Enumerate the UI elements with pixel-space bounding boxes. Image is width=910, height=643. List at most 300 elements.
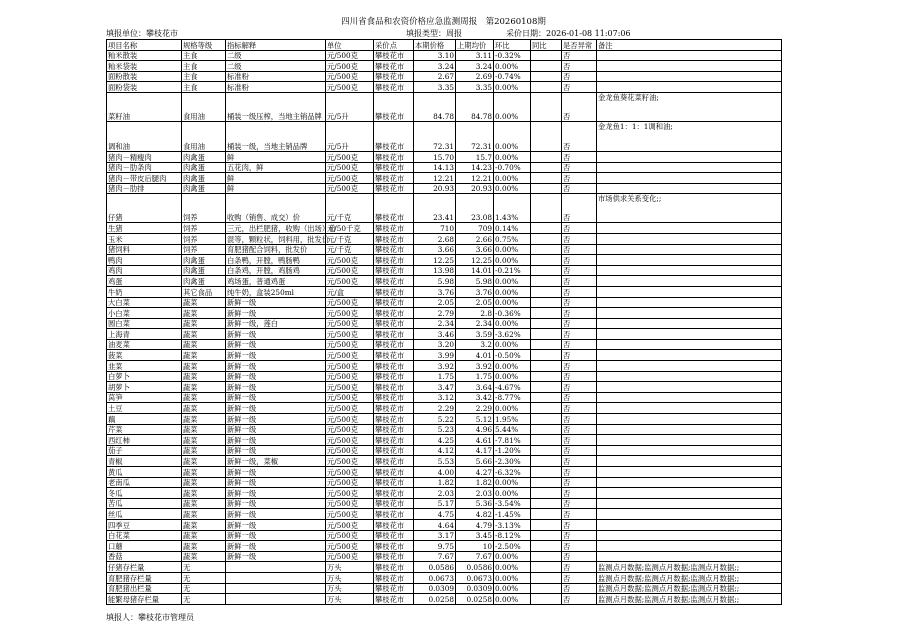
table-cell: 新鲜一级 [226,551,326,562]
table-cell: 菜籽油 [107,92,182,121]
table-cell: 主食 [182,61,226,72]
table-cell [531,477,562,488]
table-row [107,456,782,467]
table-cell: 0.00% [494,488,531,499]
table-cell: 0.00% [494,594,531,605]
table-cell [597,329,782,340]
table-cell: 元/500克 [326,61,374,72]
table-cell: 生猪 [107,223,182,234]
table-cell: 否 [562,329,597,340]
table-cell: 0.75% [494,233,531,244]
table-cell: 元/500克 [326,445,374,456]
table-cell: 否 [562,541,597,552]
table-cell: 攀枝花市 [374,265,414,276]
table-cell: 0.0309 [456,583,494,594]
table-cell: 3.20 [414,339,456,350]
table-row [107,61,782,72]
table-cell [531,435,562,446]
table-cell: 15.70 [414,151,456,162]
table-cell: 2.03 [414,488,456,499]
table-cell: 攀枝花市 [374,276,414,287]
table-cell: 攀枝花市 [374,151,414,162]
table-row [107,223,782,234]
column-header: 单位 [326,40,374,51]
table-cell: 收购（销售、成交）价 [226,194,326,223]
table-cell: 0.00% [494,297,531,308]
table-cell: 0.00% [494,583,531,594]
table-cell: 攀枝花市 [374,435,414,446]
table-cell: 桶装一级，当地主销品牌 [226,121,326,151]
table-row [107,477,782,488]
table-cell: 否 [562,361,597,372]
table-cell: 调和油 [107,121,182,151]
table-cell: 新鲜一级 [226,519,326,530]
table-cell: 0.0586 [456,562,494,573]
table-row [107,121,782,151]
table-cell: 4.27 [456,467,494,478]
table-cell: 否 [562,551,597,562]
table-cell: 蔬菜 [182,477,226,488]
table-cell: 2.03 [456,488,494,499]
table-cell: 籼米袋装 [107,61,182,72]
table-cell: 饲养 [182,223,226,234]
table-cell: -0.32% [494,50,531,61]
table-cell: 蔬菜 [182,467,226,478]
table-cell: 3.76 [414,286,456,297]
table-cell: 四季豆 [107,519,182,530]
table-cell: 否 [562,50,597,61]
table-cell: 0.00% [494,276,531,287]
table-cell: 2.69 [456,71,494,82]
table-cell: 攀枝花市 [374,350,414,361]
table-cell: 攀枝花市 [374,162,414,173]
table-cell [531,50,562,61]
table-cell: 12.21 [456,173,494,184]
table-cell: 蔬菜 [182,382,226,393]
table-cell [531,530,562,541]
table-cell: -0.70% [494,162,531,173]
table-cell: 攀枝花市 [374,414,414,425]
table-cell: 猪饲料 [107,244,182,255]
column-header: 同比 [531,40,562,51]
table-cell: 攀枝花市 [374,329,414,340]
table-cell: 0.00% [494,361,531,372]
table-cell: 2.67 [414,71,456,82]
table-cell: 710 [414,223,456,234]
table-row [107,509,782,520]
table-cell: 食用油 [182,92,226,121]
table-row [107,594,782,605]
table-cell: 韭菜 [107,361,182,372]
table-cell: 1.75 [456,371,494,382]
table-cell: 蔬菜 [182,308,226,319]
table-cell [597,297,782,308]
table-cell: 5.98 [414,276,456,287]
table-row [107,541,782,552]
reporting-unit: 填报单位：攀枝花市 [106,29,178,38]
table-cell: 4.75 [414,509,456,520]
table-row [107,329,782,340]
table-cell [597,509,782,520]
table-cell: 新鲜一级 [226,350,326,361]
table-cell: 攀枝花市 [374,519,414,530]
table-row [107,414,782,425]
table-cell [597,265,782,276]
table-row [107,583,782,594]
table-cell [597,255,782,266]
table-cell: 鸡场蛋，普通鸡蛋 [226,276,326,287]
table-cell [597,445,782,456]
table-cell: 蔬菜 [182,509,226,520]
table-cell: 蔬菜 [182,498,226,509]
table-cell: 5.17 [414,498,456,509]
table-cell: 0.00% [494,121,531,151]
table-cell [531,233,562,244]
table-cell: 攀枝花市 [374,424,414,435]
table-cell: 新鲜一级 [226,541,326,552]
table-cell: 猪肉－肋排 [107,183,182,194]
table-cell: 2.8 [456,308,494,319]
table-cell: 否 [562,244,597,255]
table-cell: 0.0673 [456,572,494,583]
table-cell: 3.59 [456,329,494,340]
table-cell: 4.00 [414,467,456,478]
table-cell: 胡萝卜 [107,382,182,393]
table-cell: 元/千克 [326,233,374,244]
table-cell: 攀枝花市 [374,572,414,583]
table-cell: 3.66 [414,244,456,255]
table-cell: 否 [562,276,597,287]
table-cell: 攀枝花市 [374,477,414,488]
table-cell [531,255,562,266]
table-row [107,435,782,446]
table-row [107,382,782,393]
table-cell: 肉禽蛋 [182,276,226,287]
table-cell [531,308,562,319]
table-cell: 芹菜 [107,424,182,435]
table-cell: 4.12 [414,445,456,456]
table-cell: 4.17 [456,445,494,456]
table-cell: 黄瓜 [107,467,182,478]
filler-name: 填报人：攀枝花市管理员 [106,613,194,622]
table-cell: 2.29 [414,403,456,414]
table-cell: 攀枝花市 [374,530,414,541]
table-cell: 3.66 [456,244,494,255]
table-cell: 否 [562,286,597,297]
table-cell [226,583,326,594]
table-cell: 香菇 [107,551,182,562]
table-cell: 否 [562,339,597,350]
table-cell: 万头 [326,583,374,594]
table-cell [597,530,782,541]
table-cell: 0.0258 [456,594,494,605]
table-row [107,445,782,456]
table-cell: 3.10 [414,50,456,61]
table-cell: 鲜 [226,183,326,194]
table-cell: 14.23 [456,162,494,173]
table-cell: 新鲜一级 [226,530,326,541]
table-cell: 新鲜一级 [226,308,326,319]
header-row [107,40,782,51]
table-cell: 攀枝花市 [374,183,414,194]
table-row [107,286,782,297]
table-cell: 3.45 [456,530,494,541]
table-cell [531,551,562,562]
table-row [107,151,782,162]
table-cell: 4.82 [456,509,494,520]
table-row [107,308,782,319]
table-cell [531,286,562,297]
table-cell: 1.43% [494,194,531,223]
table-cell [597,71,782,82]
table-cell [597,276,782,287]
table-cell [531,519,562,530]
table-cell: 二级 [226,50,326,61]
table-cell: 元/500克 [326,519,374,530]
table-cell: 攀枝花市 [374,194,414,223]
table-cell: 0.00% [494,61,531,72]
table-cell: 主食 [182,50,226,61]
table-cell: 709 [456,223,494,234]
table-cell: 饲养 [182,244,226,255]
table-cell: 5.98 [456,276,494,287]
table-row [107,519,782,530]
table-cell [531,583,562,594]
table-cell: 蔬菜 [182,361,226,372]
table-cell: 否 [562,456,597,467]
table-cell [597,392,782,403]
table-cell: 元/500克 [326,435,374,446]
table-cell: 鸡肉 [107,265,182,276]
table-cell: 攀枝花市 [374,382,414,393]
table-cell: 否 [562,572,597,583]
table-cell: 3.35 [456,82,494,93]
table-cell [597,162,782,173]
table-cell: 玉米 [107,233,182,244]
table-cell: 新鲜一级 [226,329,326,340]
table-cell [531,371,562,382]
table-cell: 元/500克 [326,498,374,509]
table-cell: 否 [562,530,597,541]
table-cell: 白条鸡，开膛，鸡肠鸡 [226,265,326,276]
table-cell [597,173,782,184]
table-cell: 3.64 [456,382,494,393]
table-cell: 否 [562,173,597,184]
table-cell: 5.53 [414,456,456,467]
table-cell: 元/500克 [326,329,374,340]
table-cell: 1.82 [456,477,494,488]
table-cell: 莴笋 [107,392,182,403]
table-cell: 元/500克 [326,424,374,435]
table-cell: 小白菜 [107,308,182,319]
table-cell: 1.75 [414,371,456,382]
table-cell: 攀枝花市 [374,509,414,520]
table-cell: -8.77% [494,392,531,403]
table-cell: -6.32% [494,467,531,478]
table-cell: 大白菜 [107,297,182,308]
table-cell: 饲养 [182,194,226,223]
table-cell [597,151,782,162]
table-cell: 1.95% [494,414,531,425]
table-cell: 攀枝花市 [374,392,414,403]
table-cell: -0.74% [494,71,531,82]
table-cell [597,382,782,393]
table-cell: 攀枝花市 [374,339,414,350]
table-cell: 元/500克 [326,71,374,82]
table-cell [597,541,782,552]
table-row [107,318,782,329]
table-cell: 监测点月数据;监测点月数据;监测点月数据;; [597,594,782,605]
table-cell: 否 [562,519,597,530]
table-cell: 新鲜一级，菜椒 [226,456,326,467]
table-cell: 蔬菜 [182,339,226,350]
table-cell: -2.30% [494,456,531,467]
table-cell: 元/500克 [326,82,374,93]
table-cell: 5.66 [456,456,494,467]
table-cell: 7.67 [414,551,456,562]
table-cell: 蔬菜 [182,456,226,467]
table-cell: 0.00% [494,318,531,329]
table-cell: 10 [456,541,494,552]
table-cell: 3.11 [456,50,494,61]
table-cell: 13.98 [414,265,456,276]
table-row [107,403,782,414]
table-cell: 元/盒 [326,286,374,297]
table-cell: 5.12 [456,414,494,425]
table-cell: 3.47 [414,382,456,393]
table-cell: 否 [562,424,597,435]
table-cell: 2.79 [414,308,456,319]
table-cell [597,498,782,509]
table-cell [531,265,562,276]
table-cell [531,92,562,121]
table-row [107,551,782,562]
table-cell: 元/500克 [326,403,374,414]
table-cell: 3.42 [456,392,494,403]
table-cell: 元/500克 [326,414,374,425]
table-cell: 新鲜一级 [226,361,326,372]
column-header: 备注 [597,40,782,51]
table-cell [597,551,782,562]
table-cell: 万头 [326,572,374,583]
table-cell: 否 [562,223,597,234]
table-cell [597,82,782,93]
table-cell: 鸡蛋 [107,276,182,287]
column-header: 指标解释 [226,40,326,51]
table-cell: 3.92 [456,361,494,372]
table-cell: 蔬菜 [182,392,226,403]
table-cell: 84.78 [414,92,456,121]
table-cell: 金龙鱼葵花菜籽油; [597,92,782,121]
table-row [107,498,782,509]
table-cell: 2.34 [456,318,494,329]
table-cell: 元/500克 [326,382,374,393]
table-cell [531,509,562,520]
table-cell: 育肥猪配合饲料，批发价 [226,244,326,255]
table-cell: 仔猪存栏量 [107,562,182,573]
column-header: 环比 [494,40,531,51]
table-cell: 新鲜一级 [226,339,326,350]
table-cell [226,562,326,573]
table-cell [597,318,782,329]
table-cell: -3.54% [494,498,531,509]
table-cell [531,350,562,361]
report-title: 四川省食品和农资价格应急监测周报 第20260108期 [341,17,546,27]
table-row [107,244,782,255]
table-cell: 0.00% [494,572,531,583]
table-cell [531,297,562,308]
table-cell: 4.64 [414,519,456,530]
table-cell: 3.24 [456,61,494,72]
table-row [107,162,782,173]
table-cell: 20.93 [414,183,456,194]
table-cell: 籼米散装 [107,50,182,61]
table-cell [597,339,782,350]
table-cell [531,318,562,329]
sampling-time: 采价日期：2026-01-08 11:07:06 [506,29,631,38]
table-cell: -7.81% [494,435,531,446]
table-cell [531,151,562,162]
table-cell: 否 [562,162,597,173]
price-table [106,39,782,605]
table-cell: 新鲜一级 [226,477,326,488]
table-cell: 监测点月数据;监测点月数据;监测点月数据;; [597,583,782,594]
table-cell: 4.25 [414,435,456,446]
table-cell: 鲜 [226,173,326,184]
table-row [107,233,782,244]
table-cell: 食用油 [182,121,226,151]
table-cell: 万头 [326,562,374,573]
table-cell: 否 [562,562,597,573]
table-cell [531,276,562,287]
table-cell: 元/500克 [326,350,374,361]
table-cell: 12.25 [456,255,494,266]
table-cell: 元/500克 [326,173,374,184]
table-cell: -8.12% [494,530,531,541]
table-cell: 4.96 [456,424,494,435]
table-cell: 0.0258 [414,594,456,605]
table-cell: 5.23 [414,424,456,435]
table-cell: 否 [562,435,597,446]
table-cell [597,477,782,488]
table-cell: 新鲜一级 [226,424,326,435]
table-cell: 元/5升 [326,121,374,151]
table-cell [531,82,562,93]
table-cell: 攀枝花市 [374,255,414,266]
table-cell [531,572,562,583]
table-cell: 万头 [326,594,374,605]
table-cell [597,403,782,414]
table-cell: 4.61 [456,435,494,446]
table-cell [597,223,782,234]
table-cell: 14.01 [456,265,494,276]
table-cell: 元/500克 [326,530,374,541]
table-cell: 12.21 [414,173,456,184]
table-cell: 茄子 [107,445,182,456]
table-cell: 否 [562,371,597,382]
table-row [107,488,782,499]
table-row [107,50,782,61]
table-cell: 0.00% [494,286,531,297]
table-cell: 否 [562,255,597,266]
table-cell: 白条鸭，开膛，鸭肠鸭 [226,255,326,266]
table-cell: -3.13% [494,519,531,530]
table-cell: 3.46 [414,329,456,340]
table-cell: 肉禽蛋 [182,173,226,184]
table-cell: 能繁母猪存栏量 [107,594,182,605]
table-cell: 否 [562,265,597,276]
table-row [107,350,782,361]
